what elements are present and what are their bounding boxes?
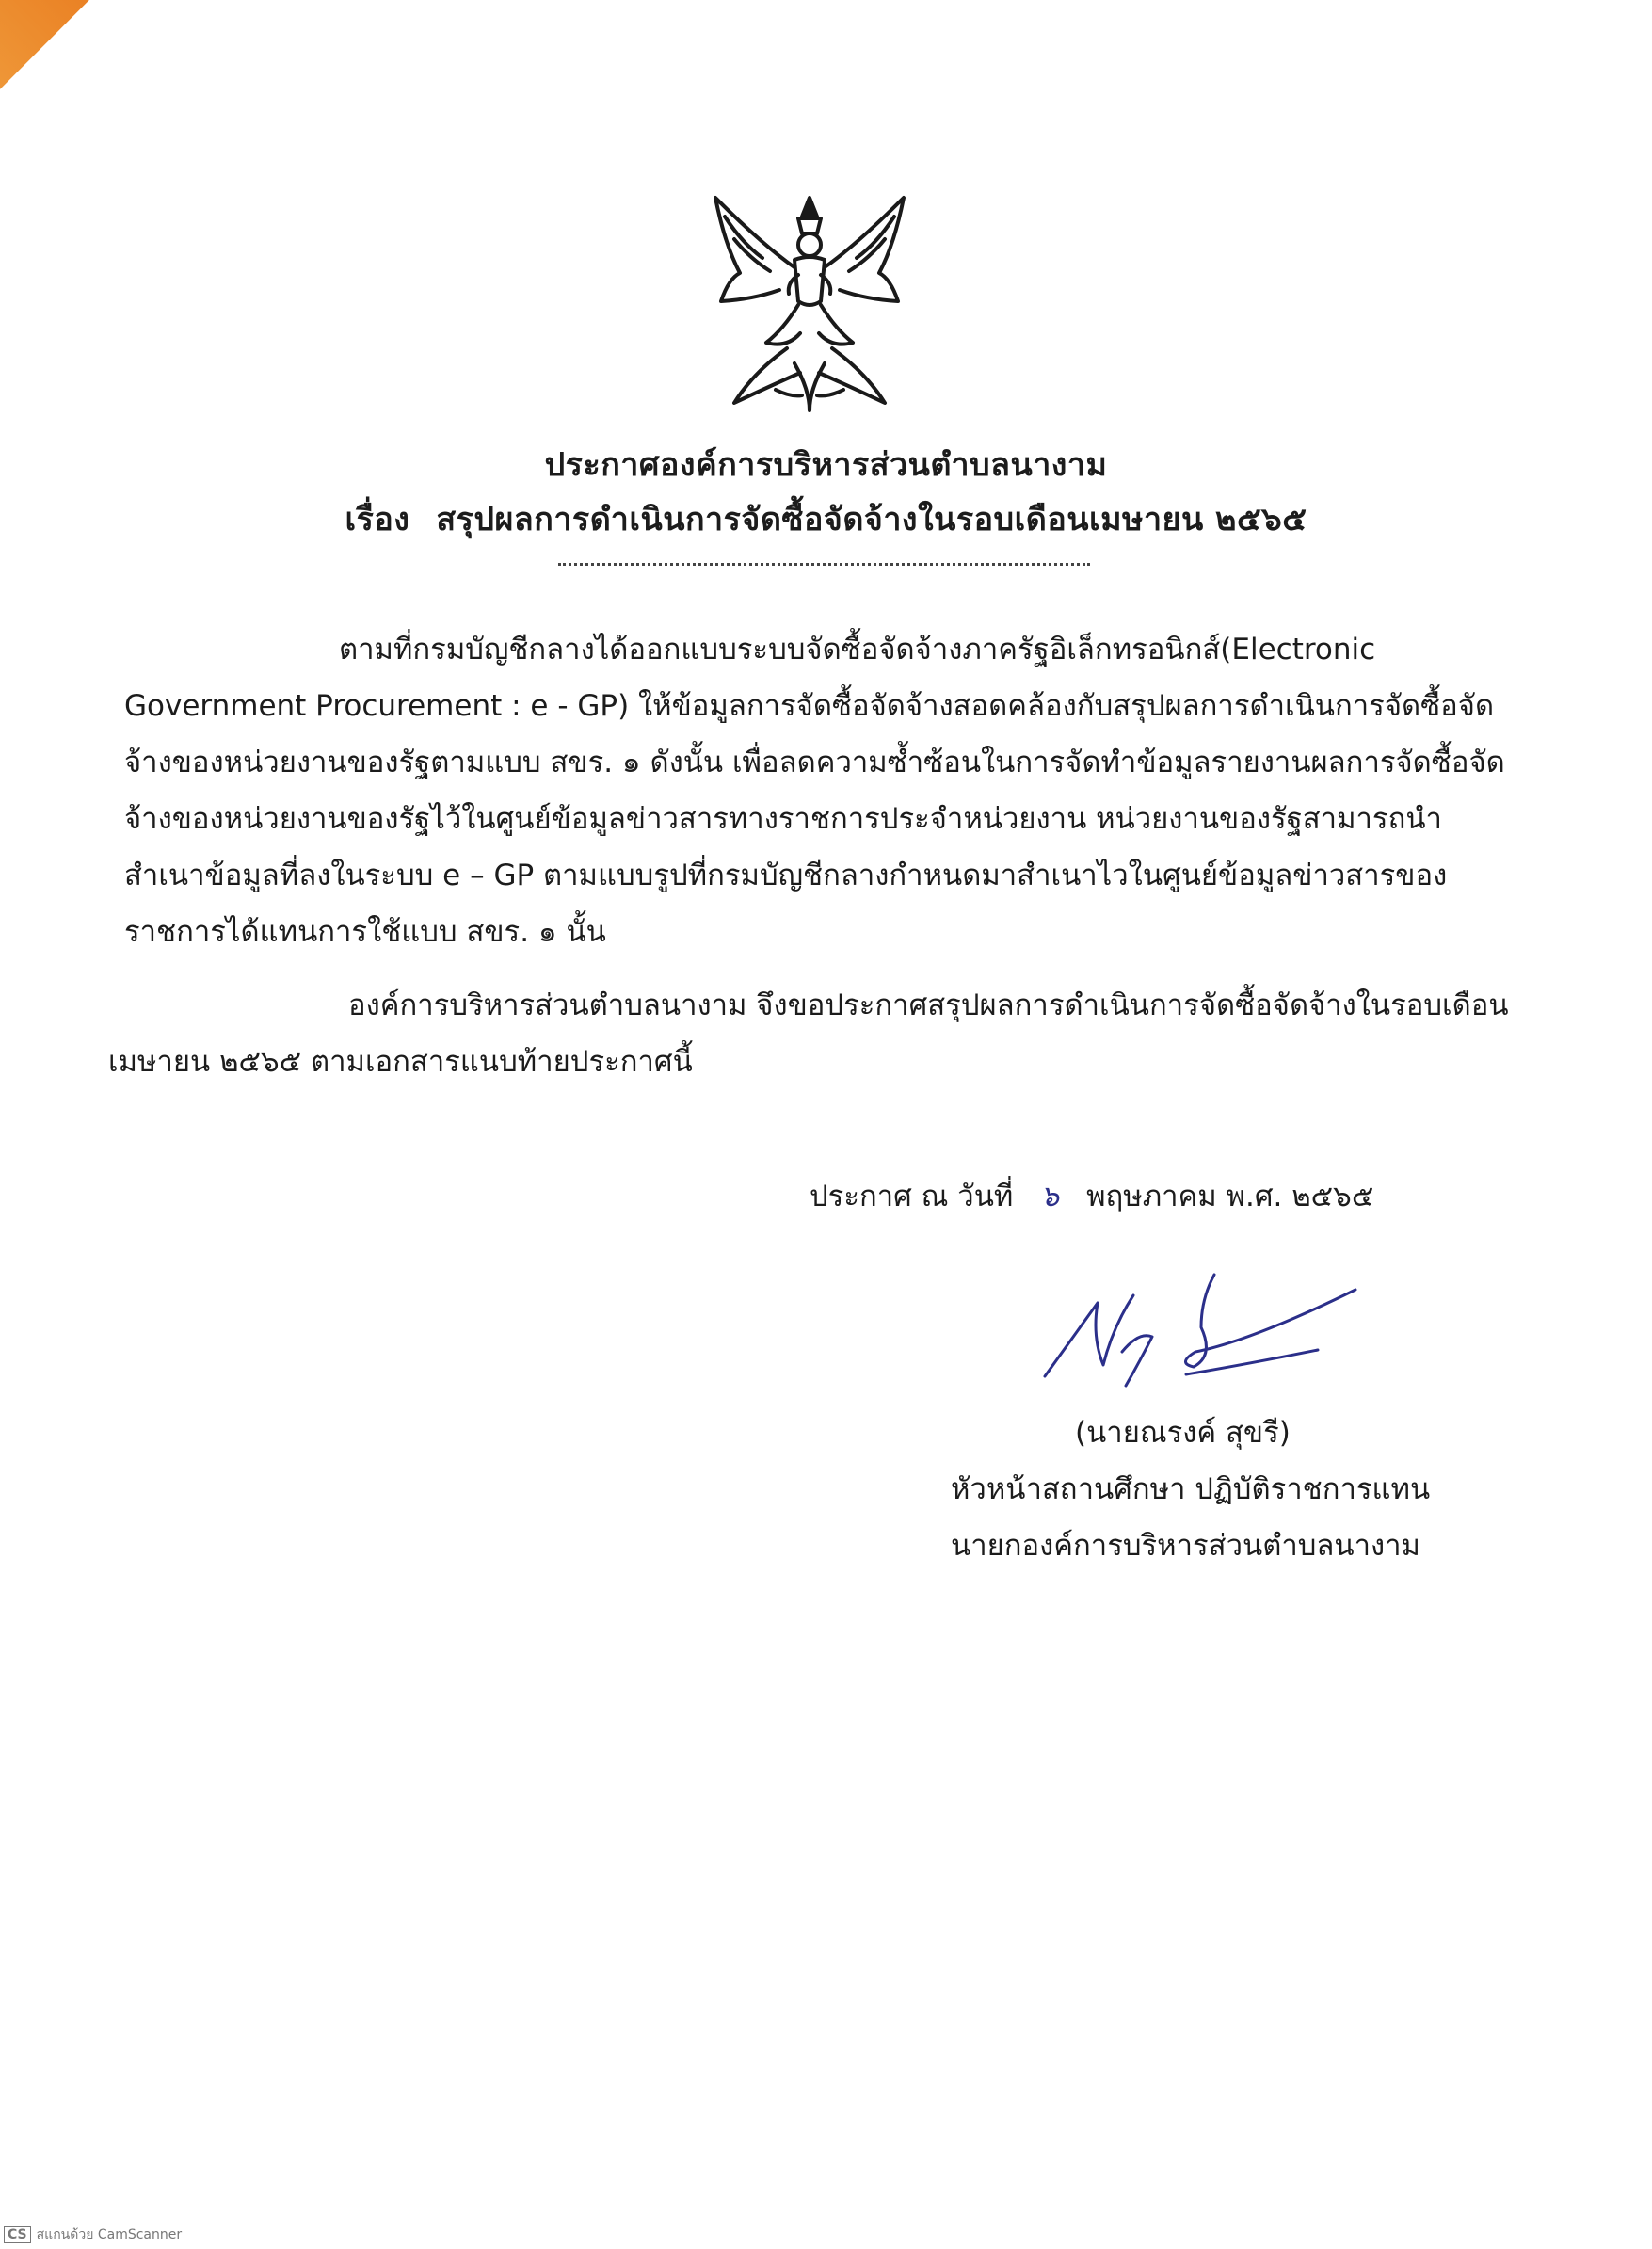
- dotted-divider: [558, 563, 1090, 566]
- signatory-position-1: หัวหน้าสถานศึกษา ปฏิบัติราชการแทน: [951, 1472, 1431, 1506]
- body-paragraph-2: องค์การบริหารส่วนตำบลนางาม จึงขอประกาศสรุปผลการดำเนินการจัดซื้อจัดจ้างในรอบเดือนเมษายน ๒๕๖๕ ตามเอกสารแนบท้ายประกาศนี้: [108, 988, 1509, 1079]
- date-prefix: ประกาศ ณ วันที่: [810, 1180, 1014, 1213]
- announcement-date: [810, 1172, 1373, 1219]
- date-suffix: พฤษภาคม พ.ศ. ๒๕๖๕: [1086, 1180, 1374, 1213]
- signatory-position-2: นายกองค์การบริหารส่วนตำบลนางาม: [951, 1529, 1420, 1563]
- signatory-name: (นายณรงค์ สุขรี): [1075, 1416, 1291, 1450]
- subject-text: สรุปผลการดำเนินการจัดซื้อจัดจ้างในรอบเดือนเมษายน ๒๕๖๕: [436, 501, 1307, 538]
- camscanner-logo-icon: CS: [4, 2226, 31, 2243]
- garuda-emblem-icon: [697, 188, 922, 414]
- date-day-handwritten: ๖: [1040, 1180, 1060, 1213]
- corner-stripe: [0, 0, 136, 126]
- subject-label: เรื่อง: [345, 501, 410, 538]
- signatory-block: [951, 1405, 1534, 1574]
- handwritten-signature: [1035, 1261, 1393, 1393]
- document-subject: [0, 493, 1652, 544]
- watermark-text: สแกนด้วย CamScanner: [36, 2227, 183, 2242]
- body-paragraph-1: ตามที่กรมบัญชีกลางได้ออกแบบระบบจัดซื้อจัดจ้างภาครัฐอิเล็กทรอนิกส์(Electronic Government Procurement : e - GP) ให้ข้อมูลการจัดซื้อจัดจ้างสอดคล้องกับสรุปผลการดำเนินการจัดซื้อจัดจ้างของหน่วยงานของรัฐตามแบบ สขร. ๑ ดังนั้น เพื่อลดความซ้ำซ้อนในการจัดทำข้อมูลรายงานผลการจัดซื้อจัดจ้างของหน่วยงานของรัฐไว้ในศูนย์ข้อมูลข่าวสารทางราชการประจำหน่วยงาน หน่วยงานของรัฐสามารถนำสำเนาข้อมูลที่ลงในระบบ e – GP ตามแบบรูปที่กรมบัญชีกลางกำหนดมาสำเนาไวในศูนย์ข้อมูลข่าวสารของราชการได้แทนการใช้แบบ สขร. ๑ นั้น: [124, 633, 1505, 949]
- scanner-watermark: [4, 2225, 182, 2245]
- document-title: ประกาศองค์การบริหารส่วนตำบลนางาม: [544, 446, 1108, 484]
